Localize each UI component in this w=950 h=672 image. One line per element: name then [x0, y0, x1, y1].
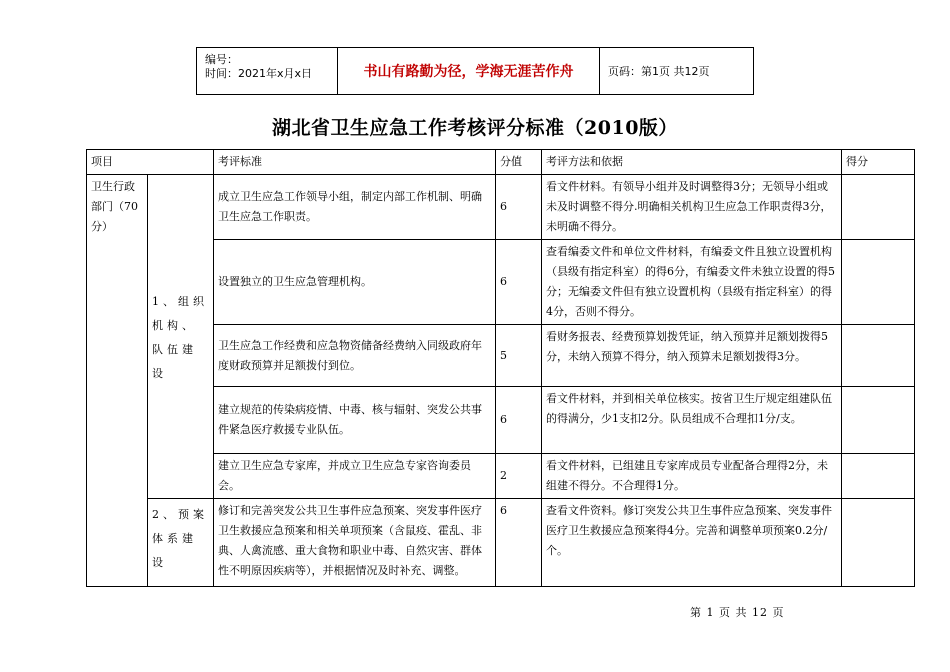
criteria-cell: 修订和完善突发公共卫生事件应急预案、突发事件医疗卫生救援应急预案和相关单项预案（含鼠疫、霍乱、非典、人禽流感、重大食物和职业中毒、自然灾害、群体性不明原因疾病等），并根据情况及时补充、调整。 — [214, 499, 496, 587]
scoring-table — [86, 149, 915, 587]
earned-cell — [842, 240, 915, 325]
score-cell: 6 — [496, 499, 542, 587]
criteria-cell: 建立卫生应急专家库，并成立卫生应急专家咨询委员会。 — [214, 454, 496, 499]
group-cell: 2、预案体系建设 — [148, 499, 214, 587]
score-cell: 6 — [496, 240, 542, 325]
earned-cell — [842, 175, 915, 240]
header-method: 考评方法和依据 — [542, 150, 842, 175]
method-cell: 查看编委文件和单位文件材料，有编委文件且独立设置机构（县级有指定科室）的得6分，有编委文件未独立设置的得5分；无编委文件但有独立设置机构（县级有指定科室）的得4分，否则不得分。 — [542, 240, 842, 325]
earned-cell — [842, 325, 915, 387]
header-criteria: 考评标准 — [214, 150, 496, 175]
header-earned: 得分 — [842, 150, 915, 175]
table-header-row — [87, 150, 915, 175]
page-footer: 第 1 页 共 12 页 — [690, 606, 785, 619]
header-score: 分值 — [496, 150, 542, 175]
method-cell: 查看文件资料。修订突发公共卫生事件应急预案、突发事件医疗卫生救援应急预案得4分。完善和调整单项预案0.2分/个。 — [542, 499, 842, 587]
header-project: 项目 — [87, 150, 214, 175]
time-label: 时间：2021年x月x日 — [205, 67, 313, 80]
score-cell: 2 — [496, 454, 542, 499]
header-meta — [197, 48, 338, 94]
criteria-cell: 卫生应急工作经费和应急物资储备经费纳入同级政府年度财政预算并足额拨付到位。 — [214, 325, 496, 387]
criteria-cell: 建立规范的传染病疫情、中毒、核与辐射、突发公共事件紧急医疗救援专业队伍。 — [214, 387, 496, 454]
method-cell: 看财务报表、经费预算划拨凭证，纳入预算并足额划拨得5分，未纳入预算不得分，纳入预算未足额划拨得3分。 — [542, 325, 842, 387]
section-cell: 卫生行政部门（70分） — [87, 175, 148, 587]
method-cell: 看文件材料，已组建且专家库成员专业配备合理得2分，未组建不得分。不合理得1分。 — [542, 454, 842, 499]
score-cell: 5 — [496, 325, 542, 387]
method-cell: 看文件材料，并到相关单位核实。按省卫生厅规定组建队伍的得满分，少1支扣2分。队员组成不合理扣1分/支。 — [542, 387, 842, 454]
criteria-cell: 设置独立的卫生应急管理机构。 — [214, 240, 496, 325]
table-row — [87, 175, 915, 240]
document-header — [196, 47, 754, 95]
earned-cell — [842, 387, 915, 454]
method-cell: 看文件材料。有领导小组并及时调整得3分；无领导小组或未及时调整不得分.明确相关机构卫生应急工作职责得3分，未明确不得分。 — [542, 175, 842, 240]
criteria-cell: 成立卫生应急工作领导小组，制定内部工作机制、明确卫生应急工作职责。 — [214, 175, 496, 240]
header-page-label: 页码：第1页 共12页 — [608, 65, 710, 78]
score-cell: 6 — [496, 387, 542, 454]
earned-cell — [842, 454, 915, 499]
earned-cell — [842, 499, 915, 587]
group-cell: 1、组织机构、队伍建设 — [148, 175, 214, 499]
table-row — [87, 499, 915, 587]
document-title: 湖北省卫生应急工作考核评分标准（2010版） — [272, 117, 678, 139]
header-motto: 书山有路勤为径，学海无涯苦作舟 — [338, 48, 600, 94]
number-label: 编号： — [205, 53, 238, 66]
score-cell: 6 — [496, 175, 542, 240]
